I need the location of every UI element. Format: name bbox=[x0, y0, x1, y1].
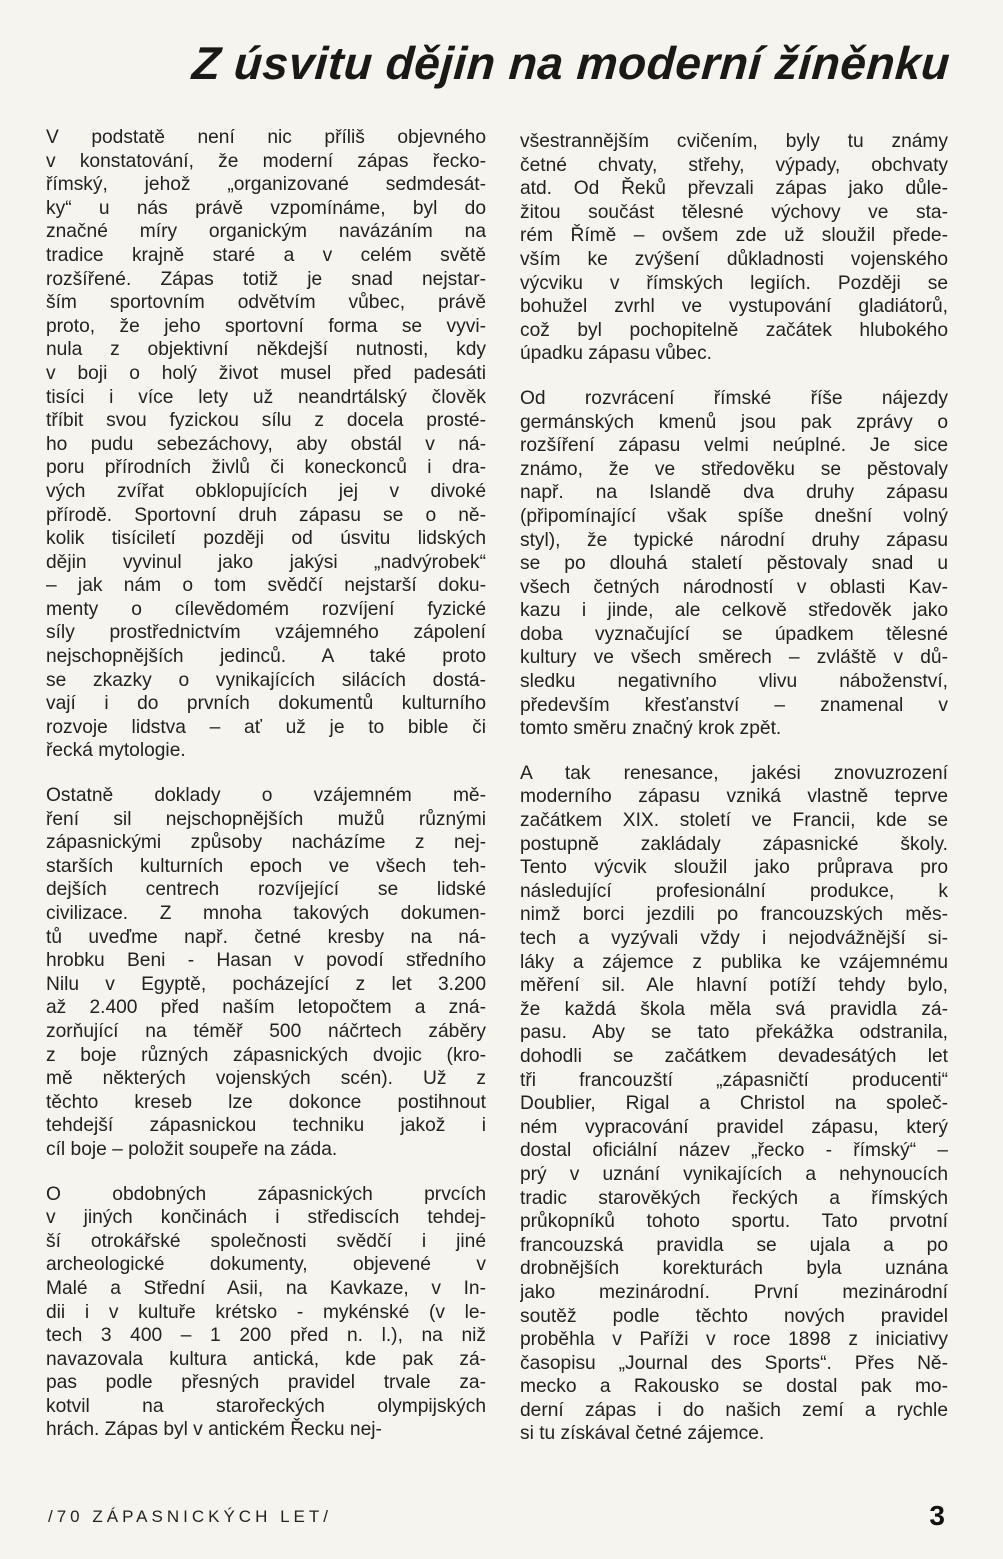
text-line: Malé a Střední Asii, na Kavkaze, v In- bbox=[46, 1277, 486, 1299]
text-line: rozvoje lidstva – ať už je to bible či bbox=[46, 716, 486, 738]
text-line: římský, jehož „organizované sedmdesát- bbox=[46, 174, 486, 196]
text-line: tech a vyzývali vždy i nejodvážnější si- bbox=[520, 928, 948, 949]
text-line: rozšířené. Zápas totiž je snad nejstar- bbox=[46, 268, 486, 290]
text-line: menty o cílevědomém rozvíjení fyzické bbox=[46, 598, 486, 620]
paragraph-gap bbox=[520, 741, 948, 762]
text-line: ném vypracování pravidel zápasu, který bbox=[520, 1116, 948, 1138]
text-line: následující profesionální produkce, k bbox=[520, 880, 948, 902]
text-line: poru přírodních živlů či koneckonců i dra- bbox=[46, 457, 486, 479]
text-line: ším sportovním odvětvím vůbec, právě bbox=[46, 292, 486, 314]
text-line: tradic starověkých řeckých a římských bbox=[520, 1187, 948, 1209]
text-line: sledku negativního vlivu náboženství, bbox=[520, 671, 948, 693]
left-column bbox=[46, 126, 486, 1442]
text-line: kotvil na starořeckých olympijských bbox=[46, 1395, 486, 1417]
paragraph bbox=[520, 762, 948, 1446]
text-line: žitou součást tělesné výchovy ve sta- bbox=[520, 201, 948, 223]
text-line: četné chvaty, střehy, výpady, obchvaty bbox=[520, 154, 948, 176]
text-line: tři francouzští „zápasničtí producenti“ bbox=[520, 1069, 948, 1091]
text-line: začátkem XIX. století ve Francii, kde se bbox=[520, 810, 948, 832]
text-line: – jak nám o tom svědčí nejstarší doku- bbox=[46, 575, 486, 597]
text-line: francouzská pravidla se ujala a po bbox=[520, 1234, 948, 1256]
text-line: proto, že jeho sportovní forma se vyvi- bbox=[46, 315, 486, 337]
text-line: síly prostřednictvím vzájemného zápolení bbox=[46, 622, 486, 644]
text-line: tisíci i více lety už neandrtálský člověk bbox=[46, 386, 486, 408]
text-line: hrách. Zápas byl v antickém Řecku nej- bbox=[46, 1419, 382, 1441]
text-line: až 2.400 před naším letopočtem a zná- bbox=[46, 997, 486, 1019]
text-line: starších kulturních epoch ve všech teh- bbox=[46, 855, 486, 877]
text-line: (připomínající však spíše dnešní volný bbox=[520, 505, 948, 527]
text-line: ší otrokářské společnosti svědčí i jiné bbox=[46, 1230, 486, 1252]
text-line: tradice krajně staré a v celém světě bbox=[46, 244, 486, 266]
text-line: doba vyznačující se úpadkem tělesné bbox=[520, 623, 948, 645]
text-line: civilizace. Z mnoha takových dokumen- bbox=[46, 903, 486, 924]
text-line: jako mezinárodní. První mezinárodní bbox=[520, 1281, 948, 1303]
text-line: Ostatně doklady o vzájemném mě- bbox=[46, 785, 486, 807]
text-line: ření sil nejschopnějších mužů různými bbox=[46, 808, 486, 830]
text-line: dostal oficiální název „řecko - římský“ – bbox=[520, 1140, 948, 1162]
text-line: bohužel zvrhl ve vystupování gladiátorů, bbox=[520, 296, 948, 318]
text-line: ho pudu sebezáchovy, aby obstál v ná- bbox=[46, 433, 486, 455]
text-line: přírodě. Sportovní druh zápasu se o ně- bbox=[46, 504, 486, 526]
text-line: značné míry organickým navázáním na bbox=[46, 221, 486, 243]
text-line: proběhla v Paříži v roce 1898 z iniciativy bbox=[520, 1329, 948, 1351]
text-line: ky“ u nás právě vzpomínáme, byl do bbox=[46, 197, 486, 219]
text-line: cíl boje – položit soupeře na záda. bbox=[46, 1138, 338, 1160]
text-line: láky a zájemce z publika ke vzájemnému bbox=[520, 951, 948, 973]
paragraph-gap bbox=[46, 763, 486, 784]
text-line: pas podle přesných pravidel trvale za- bbox=[46, 1372, 486, 1394]
page-number: 3 bbox=[929, 1500, 945, 1531]
text-line: germánských kmenů jsou pak zprávy o bbox=[520, 411, 948, 433]
text-line: O obdobných zápasnických prvcích bbox=[46, 1183, 486, 1205]
text-line: výcviku v římských legiích. Později se bbox=[520, 272, 948, 294]
text-line: kolik tisíciletí později od úsvitu lidských bbox=[46, 528, 486, 550]
text-line: nejschopnějších jedinců. A také proto bbox=[46, 646, 486, 668]
text-line: mě některých vojenských scén). Už z bbox=[46, 1068, 486, 1090]
text-line: Doublier, Rigal a Christol na společ- bbox=[520, 1093, 948, 1115]
text-line: v boji o holý život musel před padesáti bbox=[46, 362, 486, 384]
text-line: Tento výcvik sloužil jako průprava pro bbox=[520, 857, 948, 879]
text-line: nula z objektivní někdejší nutnosti, kdy bbox=[46, 339, 486, 361]
paragraph bbox=[46, 784, 486, 1162]
text-line: Od rozvrácení římské říše nájezdy bbox=[520, 387, 948, 409]
text-line: řecká mytologie. bbox=[46, 740, 186, 762]
text-line: se zkazky o vynikajících silácích dostá- bbox=[46, 669, 486, 691]
right-column bbox=[520, 130, 948, 1446]
article-title: Z úsvitu dějin na moderní žíněnku bbox=[190, 37, 952, 89]
text-line: drobnějších korekturách byla uznána bbox=[520, 1258, 948, 1280]
text-line: vých zvířat obklopujících jej v divoké bbox=[46, 480, 486, 502]
text-line: tech 3 400 – 1 200 před n. l.), na niž bbox=[46, 1325, 486, 1347]
text-line: což byl pochopitelně začátek hlubokého bbox=[520, 319, 948, 341]
paragraph bbox=[520, 387, 948, 741]
text-line: kazu i jinde, ale celkově středověk jako bbox=[520, 600, 948, 622]
text-line: průkopníků tohoto sportu. Tato prvotní bbox=[520, 1211, 948, 1233]
text-line: pasu. Aby se tato překážka odstranila, bbox=[520, 1022, 948, 1044]
text-line: navazovala kultura antická, kde pak zá- bbox=[46, 1348, 486, 1370]
text-line: měření sil. Ale hlavní potíží tehdy bylo, bbox=[520, 975, 948, 997]
text-line: známo, že ve středověku se pěstovaly bbox=[520, 458, 948, 480]
paragraph-gap bbox=[520, 366, 948, 387]
text-line: dějin vyvinul jako jakýsi „nadvýrobek“ bbox=[46, 551, 486, 573]
text-line: tříbit svou fyzickou sílu z docela prosté- bbox=[46, 410, 486, 432]
text-line: tů uveďme např. četné kresby na ná- bbox=[46, 926, 486, 948]
text-line: v jiných končinách i střediscích tehdej- bbox=[46, 1207, 486, 1229]
text-line: vají i do prvních dokumentů kulturního bbox=[46, 693, 486, 715]
text-line: si tu získával četné zájemce. bbox=[520, 1423, 765, 1445]
paragraph bbox=[46, 1183, 486, 1443]
text-line: rozšíření zápasu velmi neúplné. Je sice bbox=[520, 435, 948, 457]
text-line: časopisu „Journal des Sports“. Přes Ně- bbox=[520, 1352, 948, 1374]
text-line: prý v uznání vynikajících a nehynoucích bbox=[520, 1163, 948, 1185]
text-line: postupně zakládaly zápasnické školy. bbox=[520, 833, 948, 855]
text-line: V podstatě není nic příliš objevného bbox=[46, 127, 486, 148]
text-line: moderního zápasu vzniká vlastně teprve bbox=[520, 786, 948, 808]
text-line: dohodli se začátkem devadesátých let bbox=[520, 1045, 948, 1067]
text-line: všech četných národností v oblasti Kav- bbox=[520, 576, 948, 598]
text-line: z boje různých zápasnických dvojic (kro- bbox=[46, 1044, 486, 1066]
text-line: atd. Od Řeků převzali zápas jako důle- bbox=[520, 178, 948, 200]
text-line: především křesťanství – znamenal v bbox=[520, 694, 948, 716]
text-line: např. na Islandě dva druhy zápasu bbox=[520, 482, 948, 504]
text-line: hrobku Beni - Hasan v povodí středního bbox=[46, 950, 486, 972]
text-line: v konstatování, že moderní zápas řecko- bbox=[46, 150, 486, 172]
text-line: zápasnickými způsoby nacházíme z nej- bbox=[46, 832, 486, 854]
text-line: derní zápas i do našich zemí a rychle bbox=[520, 1399, 948, 1421]
paragraph bbox=[520, 130, 948, 366]
text-line: vším ke zvýšení důkladnosti vojenského bbox=[520, 248, 948, 270]
text-line: tehdejší zápasnickou techniku jakož i bbox=[46, 1115, 486, 1137]
text-line: A tak renesance, jakési znovuzrození bbox=[520, 762, 948, 784]
text-line: mecko a Rakousko se dostal pak mo- bbox=[520, 1376, 948, 1398]
text-line: kultury ve všech směrech – zvláště v dů- bbox=[520, 647, 948, 669]
text-line: tomto směru značný krok zpět. bbox=[520, 718, 782, 740]
text-line: nimž borci jezdili po francouzských měs- bbox=[520, 904, 948, 926]
text-line: úpadku zápasu vůbec. bbox=[520, 343, 713, 365]
text-line: dii i v kultuře krétsko - mykénské (v le- bbox=[46, 1301, 486, 1323]
text-line: Nilu v Egyptě, pocházející z let 3.200 bbox=[46, 973, 486, 995]
series-label: /70 ZÁPASNICKÝCH LET/ bbox=[48, 1507, 332, 1526]
text-line: rém Římě – ovšem zde už sloužil přede- bbox=[520, 225, 948, 247]
text-line: styl), že typické národní druhy zápasu bbox=[520, 529, 948, 551]
text-line: archeologické dokumenty, objevené v bbox=[46, 1254, 486, 1276]
paragraph-gap bbox=[46, 1162, 486, 1183]
text-line: těchto kreseb lze dokonce postihnout bbox=[46, 1091, 486, 1113]
text-line: zorňující na téměř 500 náčrtech záběry bbox=[46, 1020, 486, 1042]
text-line: že každá škola měla svá pravidla zá- bbox=[520, 998, 948, 1020]
text-line: všestrannějším cvičením, byly tu známy bbox=[520, 131, 948, 152]
text-line: se po dlouhá staletí pěstovaly snad u bbox=[520, 553, 948, 575]
text-line: soutěž podle těchto nových pravidel bbox=[520, 1305, 948, 1327]
paragraph bbox=[46, 126, 486, 763]
text-line: dejších centrech rozvíjející se lidské bbox=[46, 879, 486, 901]
